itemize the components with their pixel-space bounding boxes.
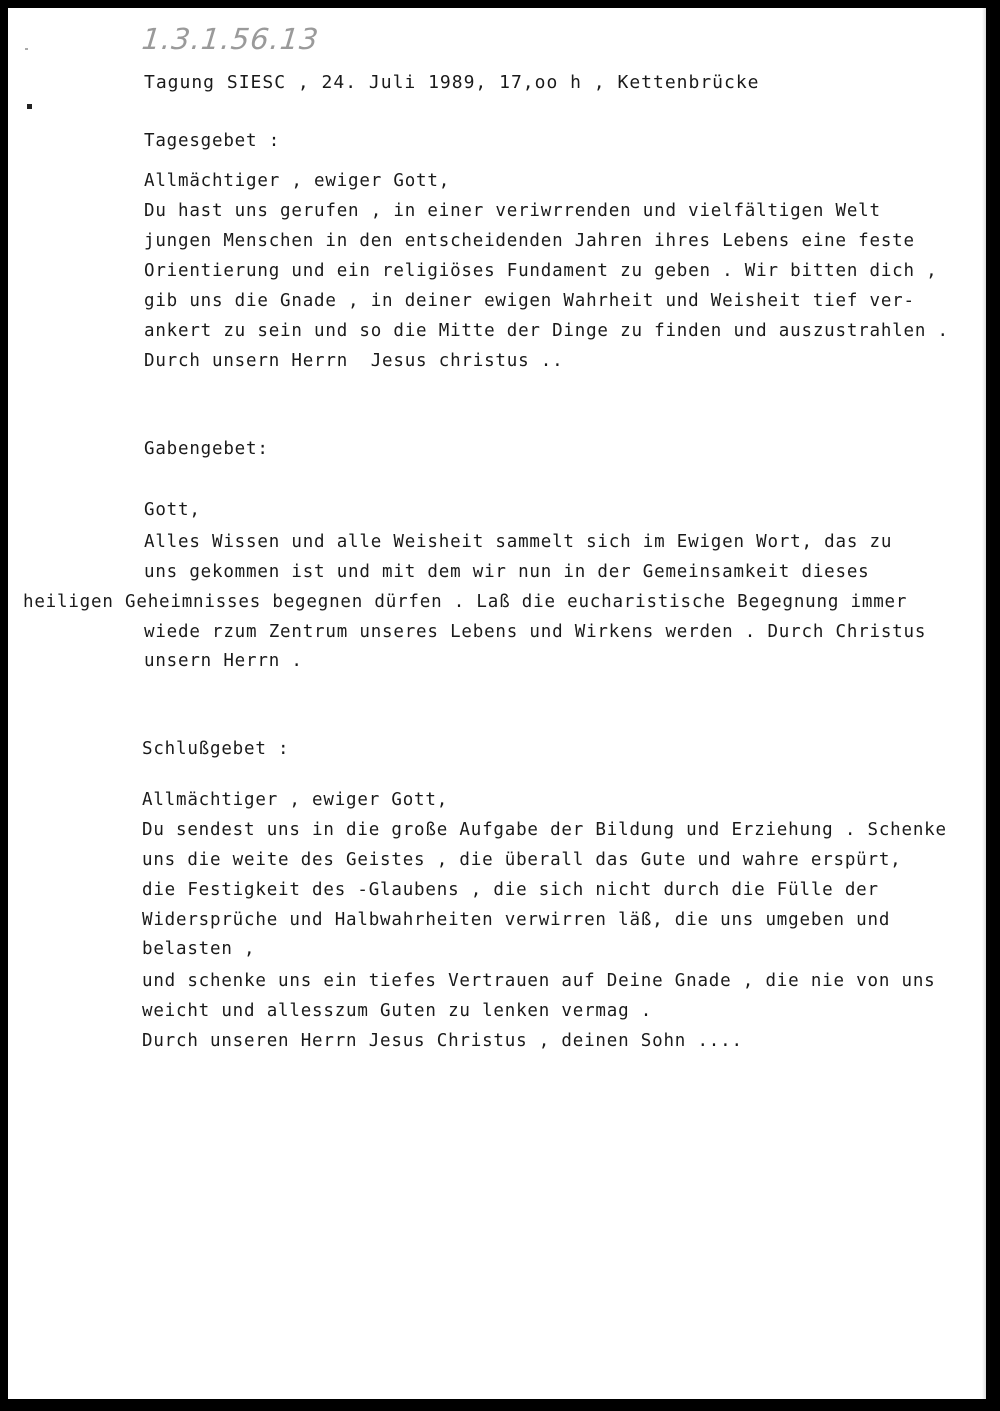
text-line: Orientierung und ein religiöses Fundament zu geben . Wir bitten dich , — [144, 261, 938, 281]
text-line: heiligen Geheimnisses begegnen dürfen . Laß die eucharistische Begegnung immer — [23, 592, 908, 612]
scan-speck — [25, 48, 28, 50]
text-line: ankert zu sein und so die Mitte der Dinge zu finden und auszustrahlen . — [144, 321, 949, 341]
text-line: und schenke uns ein tiefes Vertrauen auf Deine Gnade , die nie von uns — [142, 971, 936, 991]
text-line: uns die weite des Geistes , die überall das Gute und wahre erspürt, — [142, 850, 902, 870]
text-line: die Festigkeit des -Glaubens , die sich nicht durch die Fülle der — [142, 880, 879, 900]
text-line: Du hast uns gerufen , in einer veriwrrenden und vielfältigen Welt — [144, 201, 881, 221]
text-line: gib uns die Gnade , in deiner ewigen Wahrheit und Weisheit tief ver- — [144, 291, 915, 311]
text-line: Durch unsern Herrn Jesus christus .. — [144, 351, 564, 371]
text-line: belasten , — [142, 939, 256, 959]
archive-reference-number: 1.3.1.56.13 — [140, 22, 321, 56]
section-heading-gabengebet: Gabengebet: — [144, 439, 269, 459]
text-line: Du sendest uns in die große Aufgabe der Bildung und Erziehung . Schenke — [142, 820, 947, 840]
margin-mark — [27, 104, 32, 109]
document-page — [8, 8, 986, 1399]
text-line: uns gekommen ist und mit dem wir nun in der Gemeinsamkeit dieses — [144, 562, 870, 582]
text-line: Gott, — [144, 500, 201, 520]
text-line: Allmächtiger , ewiger Gott, — [142, 790, 449, 810]
section-heading-schlussgebet: Schlußgebet : — [142, 739, 290, 759]
page-edge-shadow — [982, 8, 986, 1399]
text-line: Widersprüche und Halbwahrheiten verwirren läß, die uns umgeben und — [142, 910, 891, 930]
text-line: Allmächtiger , ewiger Gott, — [144, 171, 451, 191]
text-line: weicht und allesszum Guten zu lenken vermag . — [142, 1001, 653, 1021]
text-line: Durch unseren Herrn Jesus Christus , deinen Sohn .... — [142, 1031, 743, 1051]
text-line: wiede rzum Zentrum unseres Lebens und Wirkens werden . Durch Christus — [144, 622, 927, 642]
text-line: unsern Herrn . — [144, 651, 303, 671]
text-line: Alles Wissen und alle Weisheit sammelt sich im Ewigen Wort, das zu — [144, 532, 893, 552]
text-line: jungen Menschen in den entscheidenden Jahren ihres Lebens eine feste — [144, 231, 915, 251]
document-header: Tagung SIESC , 24. Juli 1989, 17,oo h , Kettenbrücke — [144, 72, 760, 93]
section-heading-tagesgebet: Tagesgebet : — [144, 131, 281, 151]
